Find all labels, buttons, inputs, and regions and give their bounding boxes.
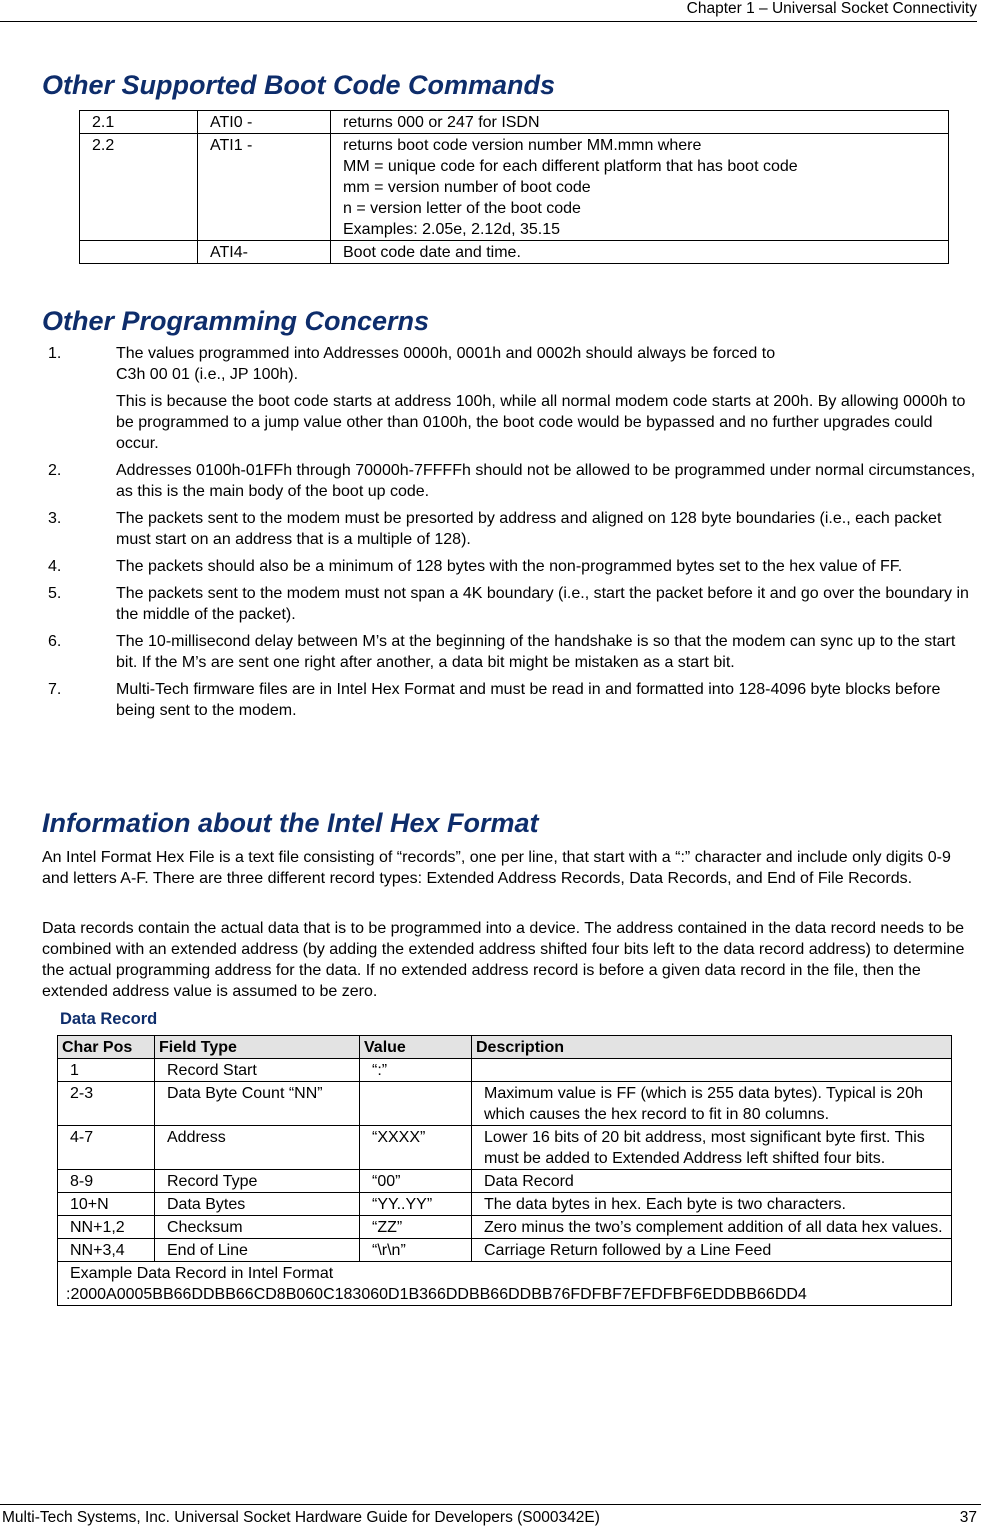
value-cell [360, 1082, 472, 1126]
data-record-subheading: Data Record [60, 1010, 158, 1028]
field-type-cell: Data Byte Count “NN” [155, 1082, 360, 1126]
list-item [42, 460, 978, 502]
table-row [58, 1193, 952, 1216]
chapter-title: Chapter 1 – Universal Socket Connectivity [686, 0, 977, 17]
item-text-line: C3h 00 01 (i.e., JP 100h). [116, 366, 299, 383]
command-number [80, 241, 198, 264]
description-cell: The data bytes in hex. Each byte is two characters. [472, 1193, 952, 1216]
command-number: 2.2 [80, 134, 198, 241]
value-cell: “YY..YY” [360, 1193, 472, 1216]
table-row [58, 1239, 952, 1262]
list-item [42, 508, 978, 550]
table-row [58, 1216, 952, 1239]
example-label: Example Data Record in Intel Format [70, 1265, 334, 1282]
item-text-line: The values programmed into Addresses 0000h, 0001h and 0002h should always be forced to [116, 345, 776, 362]
table-row [80, 111, 949, 134]
intel-section-title: Information about the Intel Hex Format [42, 808, 539, 838]
item-number: 2. [48, 462, 62, 479]
table-row [58, 1082, 952, 1126]
command-number: 2.1 [80, 111, 198, 134]
item-number: 3. [48, 510, 62, 527]
footer-title: Multi-Tech Systems, Inc. Universal Socket Hardware Guide for Developers (S000342E) [2, 1509, 600, 1526]
list-item [42, 556, 978, 577]
table-row [58, 1126, 952, 1170]
command-name: ATI1 - [198, 134, 331, 241]
item-text: The packets sent to the modem must be presorted by address and aligned on 128 byte boundaries (i.e., each packet must start on an address that is a multiple of 128). [116, 510, 942, 548]
value-cell: “XXXX” [360, 1126, 472, 1170]
description-cell: Data Record [472, 1170, 952, 1193]
table-row [80, 241, 949, 264]
description-cell [472, 1059, 952, 1082]
char-pos-cell: 8-9 [58, 1170, 155, 1193]
list-item [42, 631, 978, 673]
item-text: The packets should also be a minimum of 128 bytes with the non-programmed bytes set to the hex value of FF. [116, 558, 903, 575]
value-cell: “\r\n” [360, 1239, 472, 1262]
concerns-list [42, 343, 978, 727]
item-text: Addresses 0100h-01FFh through 70000h-7FFFFh should not be allowed to be programmed under normal circumstances, as this is the main body of the boot up code. [116, 462, 976, 500]
page-header [0, 0, 977, 22]
field-type-cell: Record Start [155, 1059, 360, 1082]
char-pos-cell: NN+1,2 [58, 1216, 155, 1239]
intel-paragraph-2: Data records contain the actual data that is to be programmed into a device. The address contained in the data record needs to be combined with an extended address (by adding the extended address shifted four bits left to the data record address) to determine the actual programming address for the data. If no extended address record is before a given data record in the file, then the extended address value is assumed to be zero. [42, 920, 965, 1000]
table-row [58, 1170, 952, 1193]
example-row [58, 1262, 952, 1306]
item-text: The packets sent to the modem must not span a 4K boundary (i.e., start the packet before it and go over the boundary in the middle of the packet). [116, 585, 969, 623]
description-line: Examples: 2.05e, 2.12d, 35.15 [343, 221, 561, 238]
command-description [331, 241, 949, 264]
example-cell [58, 1262, 952, 1306]
intel-paragraph-1: An Intel Format Hex File is a text file consisting of “records”, one per line, that start with a “:” character and include only digits 0-9 and letters A-F. There are three different record types: Extended Address Records, Data Records, and End of File Records. [42, 849, 951, 887]
char-pos-cell: 10+N [58, 1193, 155, 1216]
table-header-row [58, 1036, 952, 1059]
value-cell: “00” [360, 1170, 472, 1193]
item-text: The 10-millisecond delay between M’s at the beginning of the handshake is so that the modem can sync up to the start bit. If the M’s are sent one right after another, a data bit might be mistaken as a start bit. [116, 633, 956, 671]
list-item [42, 583, 978, 625]
field-type-cell: Address [155, 1126, 360, 1170]
description-line: mm = version number of boot code [343, 179, 591, 196]
page-footer [0, 1504, 981, 1529]
value-cell: “:” [360, 1059, 472, 1082]
column-header: Value [360, 1036, 472, 1059]
item-number: 4. [48, 558, 62, 575]
field-type-cell: Checksum [155, 1216, 360, 1239]
column-header: Description [472, 1036, 952, 1059]
boot-commands-table [79, 110, 949, 264]
list-item [42, 343, 978, 454]
description-cell: Zero minus the two’s complement addition of all data hex values. [472, 1216, 952, 1239]
column-header: Char Pos [58, 1036, 155, 1059]
char-pos-cell: 1 [58, 1059, 155, 1082]
field-type-cell: End of Line [155, 1239, 360, 1262]
command-name: ATI4- [198, 241, 331, 264]
page-number: 37 [959, 1509, 977, 1526]
description-line: returns 000 or 247 for ISDN [343, 114, 540, 131]
column-header: Field Type [155, 1036, 360, 1059]
description-line: MM = unique code for each different platform that has boot code [343, 158, 798, 175]
field-type-cell: Record Type [155, 1170, 360, 1193]
char-pos-cell: 2-3 [58, 1082, 155, 1126]
table-row [80, 134, 949, 241]
field-type-cell: Data Bytes [155, 1193, 360, 1216]
command-description [331, 134, 949, 241]
description-line: returns boot code version number MM.mmn where [343, 137, 702, 154]
description-line: n = version letter of the boot code [343, 200, 581, 217]
item-subtext: This is because the boot code starts at address 100h, while all normal modem code starts at 200h. By allowing 0000h to be programmed to a jump value other than 0100h, the boot code would be bypassed and no further upgrades could occur. [116, 393, 966, 452]
item-text: Multi-Tech firmware files are in Intel Hex Format and must be read in and formatted into 128-4096 byte blocks before being sent to the modem. [116, 681, 941, 719]
item-number: 1. [48, 345, 62, 362]
item-number: 7. [48, 681, 62, 698]
char-pos-cell: NN+3,4 [58, 1239, 155, 1262]
description-cell: Maximum value is FF (which is 255 data bytes). Typical is 20h which causes the hex record to fit in 80 columns. [472, 1082, 952, 1126]
concerns-section-title: Other Programming Concerns [42, 306, 430, 336]
example-value: :2000A0005BB66DDBB66CD8B060C183060D1B366DDBB66DDBB76FDFBF7EFDFBF6EDDBB66DD4 [66, 1286, 807, 1303]
boot-section-title: Other Supported Boot Code Commands [42, 70, 555, 100]
char-pos-cell: 4-7 [58, 1126, 155, 1170]
command-description [331, 111, 949, 134]
item-number: 6. [48, 633, 62, 650]
table-row [58, 1059, 952, 1082]
item-number: 5. [48, 585, 62, 602]
list-item [42, 679, 978, 721]
description-line: Boot code date and time. [343, 244, 521, 261]
value-cell: “ZZ” [360, 1216, 472, 1239]
description-cell: Carriage Return followed by a Line Feed [472, 1239, 952, 1262]
command-name: ATI0 - [198, 111, 331, 134]
data-record-table [57, 1035, 952, 1306]
description-cell: Lower 16 bits of 20 bit address, most significant byte first. This must be added to Extended Address left shifted four bits. [472, 1126, 952, 1170]
